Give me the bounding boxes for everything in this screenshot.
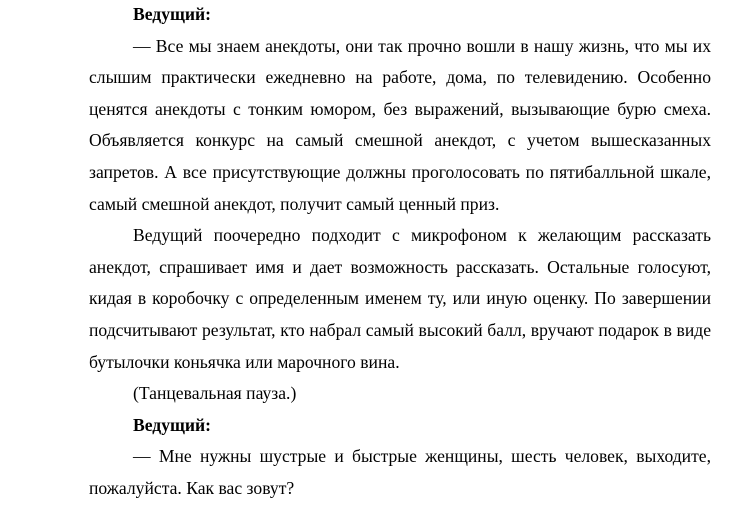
- paragraph: Ведущий поочередно подходит с микрофоном к желающим рассказать анекдот, спрашивает имя и дает возможность рассказать. Остальные голосуют, кидая в коробочку с определенным именем ту, или иную оценку. По завершении подсчитывают результат, кто набрал самый высокий балл, вручают подарок в виде бутылочки коньячка или марочного вина.: [89, 225, 711, 372]
- document-page: [89, 0, 711, 505]
- paragraph: — Мне нужны шустрые и быстрые женщины, шесть человек, выходите, пожалуйста. Как вас зовут?: [89, 446, 711, 498]
- paragraph: — Все мы знаем анекдоты, они так прочно вошли в нашу жизнь, что мы их слышим практически ежедневно на работе, дома, по телевидению. Особенно ценятся анекдоты с тонким юмором, без выражений, вызывающие бурю смеха. Объявляется конкурс на самый смешной анекдот, с учетом вышесказанных запретов. А все присутствующие должны проголосовать по пятибалльной шкале, самый смешной анекдот, получит самый ценный приз.: [89, 35, 711, 214]
- stage-direction: (Танцевальная пауза.): [133, 383, 297, 404]
- speaker-heading: Ведущий:: [133, 414, 211, 435]
- speaker-heading: Ведущий:: [133, 4, 211, 24]
